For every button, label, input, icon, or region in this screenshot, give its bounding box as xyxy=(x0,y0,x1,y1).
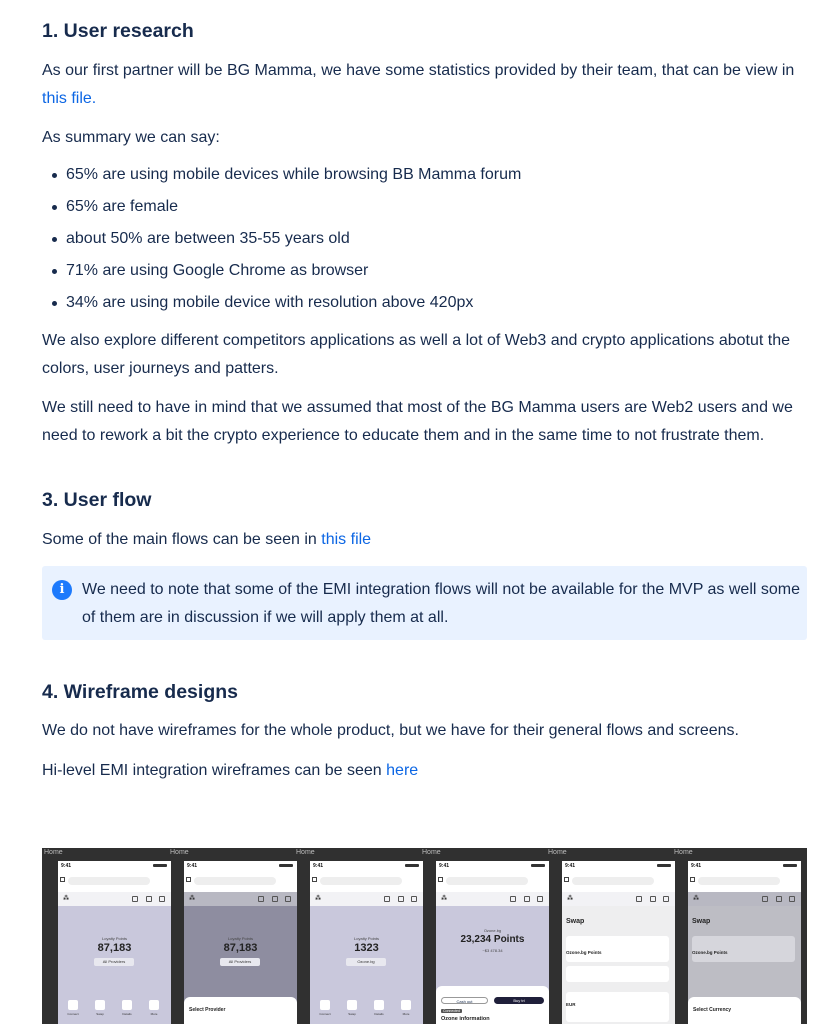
phone-mock xyxy=(184,861,297,1024)
wireframe-frame xyxy=(42,848,167,1024)
home-icon xyxy=(60,877,65,882)
details-icon xyxy=(374,1000,384,1010)
loyalty-caption: Loyalty Points xyxy=(354,936,379,941)
providers-pill: All Providers xyxy=(94,958,134,966)
wireframe-frame xyxy=(420,848,545,1024)
signal-icon xyxy=(279,864,293,867)
action-label: More xyxy=(150,1012,158,1016)
from-selector: Ozone.bg Points xyxy=(566,950,602,955)
provider-caption: Ozone.bg xyxy=(483,928,502,933)
url-bar xyxy=(68,877,150,885)
points-value: 87,183 xyxy=(223,942,258,954)
info-icon: i xyxy=(52,580,72,600)
to-selector: EUR xyxy=(566,1002,576,1007)
more-icon xyxy=(149,1000,159,1010)
user-icon xyxy=(636,896,642,902)
logo-icon: ⁂ xyxy=(693,896,700,902)
signal-icon xyxy=(531,864,545,867)
info-panel-text: We need to note that some of the EMI integration flows will not be available for the MVP as well some of them are in discussion if we will apply them at all. xyxy=(82,581,801,626)
list-item: 71% are using Google Chrome as browser xyxy=(42,255,521,287)
frame-label: Home xyxy=(170,849,189,856)
menu-icon xyxy=(789,896,795,902)
logo-icon: ⁂ xyxy=(189,896,196,902)
home-icon xyxy=(438,877,443,882)
cash-out-button: Cash out xyxy=(441,997,488,1004)
frame-label: Home xyxy=(548,849,567,856)
action-label: Swap xyxy=(96,1012,104,1016)
provider-sheet xyxy=(184,997,297,1024)
loyalty-caption: Loyalty Points xyxy=(102,936,127,941)
url-bar xyxy=(194,877,276,885)
from-box xyxy=(692,936,795,962)
home-icon xyxy=(564,877,569,882)
swap-title: Swap xyxy=(692,918,711,925)
summary-lead: As summary we can say: xyxy=(42,129,220,146)
qr-icon xyxy=(776,896,782,902)
frame-label: Home xyxy=(674,849,693,856)
user-icon xyxy=(384,896,390,902)
phone-mock xyxy=(436,861,549,1024)
connected-badge: Connected xyxy=(443,1009,460,1013)
ozone-info-card xyxy=(436,986,549,1024)
home-icon xyxy=(690,877,695,882)
swap-icon xyxy=(95,1000,105,1010)
phone-mock xyxy=(58,861,171,1024)
action-label: Connect xyxy=(67,1012,79,1016)
points-value: 1323 xyxy=(354,942,379,954)
user-icon xyxy=(510,896,516,902)
connect-icon xyxy=(68,1000,78,1010)
menu-icon xyxy=(411,896,417,902)
qr-icon xyxy=(650,896,656,902)
url-bar xyxy=(446,877,528,885)
signal-icon xyxy=(153,864,167,867)
nav-bar xyxy=(562,892,675,906)
action-label: Swap xyxy=(348,1012,356,1016)
action-label: Details xyxy=(122,1012,132,1016)
status-time: 9:41 xyxy=(313,863,324,869)
currency-sheet xyxy=(688,997,801,1024)
competitors-paragraph: We also explore different competitors applications as well a lot of Web3 and crypto applications abotut the colors, user journeys and patters. xyxy=(42,332,790,377)
actions-row xyxy=(310,996,423,1024)
providers-pill: Ozone.bg xyxy=(346,958,386,966)
home-icon xyxy=(186,877,191,882)
from-box xyxy=(566,936,669,962)
list-item: 65% are female xyxy=(42,191,521,223)
url-bar xyxy=(698,877,780,885)
more-icon xyxy=(401,1000,411,1010)
points-hero xyxy=(310,906,423,1024)
points-value: 87,183 xyxy=(97,942,132,954)
menu-icon xyxy=(159,896,165,902)
list-item: about 50% are between 35-55 years old xyxy=(42,223,521,255)
research-file-link[interactable]: this file. xyxy=(42,90,97,107)
list-item: 34% are using mobile device with resolution above 420px xyxy=(42,287,521,319)
wireframe-frame xyxy=(168,848,293,1024)
wireframes-here-link[interactable]: here xyxy=(386,762,419,779)
nav-bar xyxy=(310,892,423,906)
signal-icon xyxy=(783,864,797,867)
ozone-info-title: Ozone information xyxy=(441,1016,490,1022)
providers-pill: All Providers xyxy=(220,958,260,966)
from-selector: Ozone.bg Points xyxy=(692,950,728,955)
amount-box xyxy=(566,966,669,982)
user-icon xyxy=(132,896,138,902)
action-label: Connect xyxy=(319,1012,331,1016)
logo-icon: ⁂ xyxy=(63,896,70,902)
qr-icon xyxy=(524,896,530,902)
swap-screen xyxy=(562,906,675,1024)
nav-bar xyxy=(58,892,171,906)
action-label: Details xyxy=(374,1012,384,1016)
list-item: 65% are using mobile devices while browsing BB Mamma forum xyxy=(42,159,521,191)
frame-label: Home xyxy=(44,849,63,856)
logo-icon: ⁂ xyxy=(315,896,322,902)
stats-list xyxy=(42,159,521,319)
nav-bar xyxy=(688,892,801,906)
connect-icon xyxy=(320,1000,330,1010)
qr-icon xyxy=(146,896,152,902)
wireframes-image[interactable] xyxy=(42,848,807,1024)
wireframe-frame xyxy=(672,848,797,1024)
frame-label: Home xyxy=(422,849,441,856)
signal-icon xyxy=(657,864,671,867)
web2-paragraph: We still need to have in mind that we assumed that most of the BG Mamma users are Web2 users and we need to rework a bit the crypto experience to educate them and in the same time to not frustrate them. xyxy=(42,399,793,444)
wireframes-paragraph: We do not have wireframes for the whole product, but we have for their general flows and screens. xyxy=(42,722,739,739)
qr-icon xyxy=(398,896,404,902)
heading-user-research: 1. User research xyxy=(42,20,194,42)
swap-title: Swap xyxy=(566,918,585,925)
sheet-title: Select Provider xyxy=(189,1007,226,1013)
intro-paragraph: As our first partner will be BG Mamma, we have some statistics provided by their team, that can be view in this file. xyxy=(42,62,795,107)
wireframe-frame xyxy=(546,848,671,1024)
nav-bar xyxy=(436,892,549,906)
url-bar xyxy=(320,877,402,885)
logo-icon: ⁂ xyxy=(441,896,448,902)
status-time: 9:41 xyxy=(565,863,576,869)
phone-mock xyxy=(562,861,675,1024)
wireframe-frame xyxy=(294,848,419,1024)
phone-mock xyxy=(688,861,801,1024)
points-fiat: ~$3 478.34 xyxy=(482,948,503,953)
heading-user-flow: 3. User flow xyxy=(42,489,152,511)
signal-icon xyxy=(405,864,419,867)
status-time: 9:41 xyxy=(439,863,450,869)
status-time: 9:41 xyxy=(691,863,702,869)
status-time: 9:41 xyxy=(187,863,198,869)
user-icon xyxy=(762,896,768,902)
swap-icon xyxy=(347,1000,357,1010)
user-flow-file-link[interactable]: this file xyxy=(321,531,372,548)
info-panel xyxy=(42,566,807,640)
user-icon xyxy=(258,896,264,902)
actions-row xyxy=(58,996,171,1024)
menu-icon xyxy=(663,896,669,902)
qr-icon xyxy=(272,896,278,902)
to-box xyxy=(566,992,669,1022)
menu-icon xyxy=(285,896,291,902)
user-flow-paragraph: Some of the main flows can be seen in this file xyxy=(42,531,372,548)
points-value: 23,234 Points xyxy=(460,934,525,945)
action-label: More xyxy=(402,1012,410,1016)
status-time: 9:41 xyxy=(61,863,72,869)
frame-label: Home xyxy=(296,849,315,856)
heading-wireframes: 4. Wireframe designs xyxy=(42,681,238,703)
buy-button: Buy tri xyxy=(494,997,544,1004)
logo-icon: ⁂ xyxy=(567,896,574,902)
url-bar xyxy=(572,877,654,885)
phone-mock xyxy=(310,861,423,1024)
nav-bar xyxy=(184,892,297,906)
details-icon xyxy=(122,1000,132,1010)
emi-wireframes-paragraph: Hi-level EMI integration wireframes can be seen here xyxy=(42,762,419,779)
loyalty-caption: Loyalty Points xyxy=(228,936,253,941)
points-hero xyxy=(58,906,171,1024)
sheet-title: Select Currency xyxy=(693,1007,732,1013)
menu-icon xyxy=(537,896,543,902)
home-icon xyxy=(312,877,317,882)
